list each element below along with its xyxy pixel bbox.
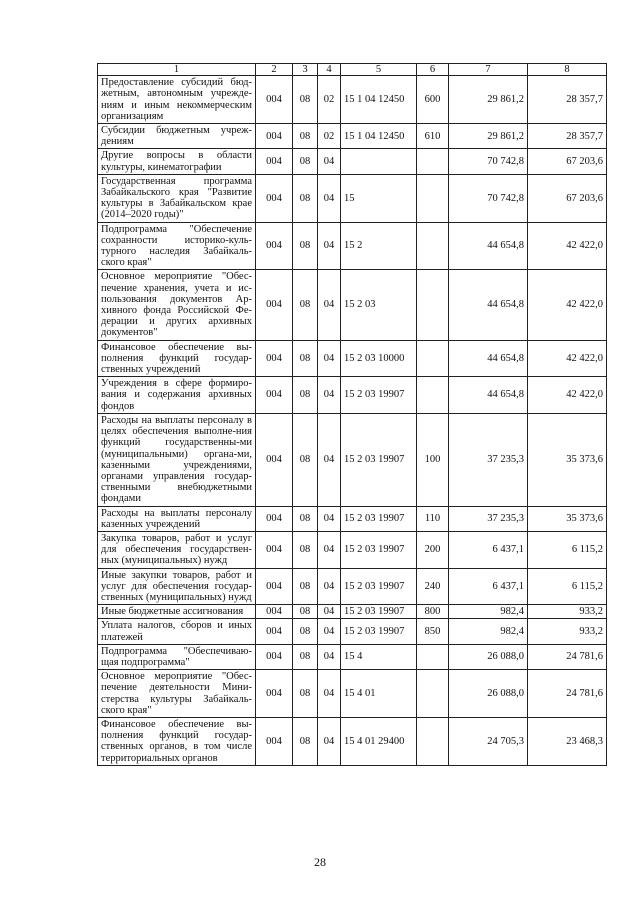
row-name-cell: Подпрограмма "Обеспечение сохранности историко-куль-турного наследия Забайкаль-ского края": [98, 222, 256, 270]
amount-col8-cell: 6 115,2: [528, 531, 607, 568]
subsection-code-cell: 04: [318, 568, 341, 605]
amount-col8-cell: 933,2: [528, 605, 607, 619]
amount-col7-cell: 29 861,2: [449, 124, 528, 149]
table-row: [98, 124, 607, 149]
row-name-cell: Уплата налогов, сборов и иных платежей: [98, 619, 256, 644]
table-row: [98, 531, 607, 568]
row-name-cell: Иные бюджетные ассигнования: [98, 605, 256, 619]
table-header-row: [98, 64, 607, 76]
amount-col7-cell: 44 654,8: [449, 270, 528, 340]
table-row: [98, 270, 607, 340]
table-row: [98, 377, 607, 414]
target-item-cell: 15 4 01 29400: [341, 717, 417, 765]
ministry-code-cell: 004: [256, 644, 293, 669]
subsection-code-cell: 04: [318, 605, 341, 619]
amount-col7-cell: 37 235,3: [449, 413, 528, 506]
header-cell: 8: [528, 64, 607, 76]
section-code-cell: 08: [293, 605, 318, 619]
ministry-code-cell: 004: [256, 506, 293, 531]
target-item-cell: 15 2 03 19907: [341, 413, 417, 506]
amount-col8-cell: 6 115,2: [528, 568, 607, 605]
amount-col7-cell: 37 235,3: [449, 506, 528, 531]
table-row: [98, 568, 607, 605]
header-cell: 7: [449, 64, 528, 76]
amount-col7-cell: 26 088,0: [449, 644, 528, 669]
ministry-code-cell: 004: [256, 222, 293, 270]
section-code-cell: 08: [293, 506, 318, 531]
section-code-cell: 08: [293, 270, 318, 340]
table-row: [98, 644, 607, 669]
section-code-cell: 08: [293, 619, 318, 644]
expense-type-cell: 200: [417, 531, 449, 568]
header-cell: 3: [293, 64, 318, 76]
table-row: [98, 76, 607, 124]
amount-col7-cell: 44 654,8: [449, 222, 528, 270]
table-row: [98, 605, 607, 619]
section-code-cell: 08: [293, 670, 318, 718]
target-item-cell: 15 4 01: [341, 670, 417, 718]
target-item-cell: 15 4: [341, 644, 417, 669]
section-code-cell: 08: [293, 377, 318, 414]
row-name-cell: Другие вопросы в области культуры, кинематографии: [98, 149, 256, 174]
amount-col8-cell: 67 203,6: [528, 149, 607, 174]
expense-type-cell: [417, 644, 449, 669]
section-code-cell: 08: [293, 149, 318, 174]
ministry-code-cell: 004: [256, 76, 293, 124]
target-item-cell: 15 2 03 10000: [341, 340, 417, 377]
row-name-cell: Основное мероприятие "Обес-печение деятельности Мини-стерства культуры Забайкаль-ского края": [98, 670, 256, 718]
page-number: 28: [314, 855, 326, 869]
subsection-code-cell: 04: [318, 222, 341, 270]
table-row: [98, 222, 607, 270]
expense-type-cell: 610: [417, 124, 449, 149]
amount-col7-cell: 6 437,1: [449, 531, 528, 568]
amount-col7-cell: 44 654,8: [449, 340, 528, 377]
row-name-cell: Финансовое обеспечение вы-полнения функций государ-ственных учреждений: [98, 340, 256, 377]
row-name-cell: Расходы на выплаты персоналу в целях обеспечения выполне-ния функций государственны-ми (муниципальными) органа-ми, казенными учреждениями, органами управления государ-ственными внебюджетными фондами: [98, 413, 256, 506]
ministry-code-cell: 004: [256, 717, 293, 765]
target-item-cell: 15 2 03 19907: [341, 531, 417, 568]
ministry-code-cell: 004: [256, 270, 293, 340]
row-name-cell: Подпрограмма "Обеспечиваю-щая подпрограмма": [98, 644, 256, 669]
section-code-cell: 08: [293, 340, 318, 377]
row-name-cell: Учреждения в сфере формиро-вания и содержания архивных фондов: [98, 377, 256, 414]
ministry-code-cell: 004: [256, 605, 293, 619]
amount-col8-cell: 42 422,0: [528, 377, 607, 414]
amount-col8-cell: 42 422,0: [528, 340, 607, 377]
expense-type-cell: [417, 340, 449, 377]
subsection-code-cell: 04: [318, 717, 341, 765]
subsection-code-cell: 04: [318, 174, 341, 222]
amount-col8-cell: 35 373,6: [528, 506, 607, 531]
expense-type-cell: [417, 377, 449, 414]
ministry-code-cell: 004: [256, 568, 293, 605]
amount-col8-cell: 24 781,6: [528, 644, 607, 669]
section-code-cell: 08: [293, 644, 318, 669]
table-row: [98, 340, 607, 377]
amount-col7-cell: 982,4: [449, 605, 528, 619]
expense-type-cell: 850: [417, 619, 449, 644]
target-item-cell: 15 2 03 19907: [341, 568, 417, 605]
subsection-code-cell: 02: [318, 124, 341, 149]
target-item-cell: 15 2 03 19907: [341, 619, 417, 644]
table-row: [98, 413, 607, 506]
target-item-cell: 15 2 03 19907: [341, 605, 417, 619]
section-code-cell: 08: [293, 531, 318, 568]
row-name-cell: Основное мероприятие "Обес-печение хранения, учета и ис-пользования документов Ар-хивного фонда Российской Фе-дерации и других архивных документов": [98, 270, 256, 340]
section-code-cell: 08: [293, 568, 318, 605]
header-cell: 5: [341, 64, 417, 76]
row-name-cell: Закупка товаров, работ и услуг для обеспечения государствен-ных (муниципальных) нужд: [98, 531, 256, 568]
subsection-code-cell: 04: [318, 619, 341, 644]
expense-type-cell: [417, 717, 449, 765]
table-row: [98, 174, 607, 222]
expense-type-cell: [417, 149, 449, 174]
expense-type-cell: [417, 222, 449, 270]
section-code-cell: 08: [293, 174, 318, 222]
target-item-cell: 15 2 03 19907: [341, 506, 417, 531]
amount-col8-cell: 67 203,6: [528, 174, 607, 222]
row-name-cell: Расходы на выплаты персоналу казенных учреждений: [98, 506, 256, 531]
target-item-cell: 15 2 03: [341, 270, 417, 340]
amount-col7-cell: 44 654,8: [449, 377, 528, 414]
expense-type-cell: 240: [417, 568, 449, 605]
expense-type-cell: [417, 270, 449, 340]
ministry-code-cell: 004: [256, 149, 293, 174]
amount-col8-cell: 35 373,6: [528, 413, 607, 506]
section-code-cell: 08: [293, 222, 318, 270]
amount-col8-cell: 933,2: [528, 619, 607, 644]
subsection-code-cell: 04: [318, 506, 341, 531]
section-code-cell: 08: [293, 124, 318, 149]
amount-col7-cell: 70 742,8: [449, 174, 528, 222]
row-name-cell: Финансовое обеспечение вы-полнения функций государ-ственных органов, в том числе территориальных органов: [98, 717, 256, 765]
target-item-cell: 15: [341, 174, 417, 222]
ministry-code-cell: 004: [256, 124, 293, 149]
amount-col7-cell: 29 861,2: [449, 76, 528, 124]
subsection-code-cell: 04: [318, 340, 341, 377]
header-cell: 2: [256, 64, 293, 76]
table-row: [98, 506, 607, 531]
amount-col7-cell: 26 088,0: [449, 670, 528, 718]
subsection-code-cell: 04: [318, 670, 341, 718]
target-item-cell: [341, 149, 417, 174]
subsection-code-cell: 02: [318, 76, 341, 124]
expense-type-cell: [417, 174, 449, 222]
ministry-code-cell: 004: [256, 619, 293, 644]
header-cell: 1: [98, 64, 256, 76]
budget-table: [97, 63, 607, 766]
subsection-code-cell: 04: [318, 531, 341, 568]
header-cell: 6: [417, 64, 449, 76]
amount-col8-cell: 23 468,3: [528, 717, 607, 765]
target-item-cell: 15 2 03 19907: [341, 377, 417, 414]
ministry-code-cell: 004: [256, 531, 293, 568]
section-code-cell: 08: [293, 413, 318, 506]
expense-type-cell: 110: [417, 506, 449, 531]
ministry-code-cell: 004: [256, 340, 293, 377]
amount-col8-cell: 42 422,0: [528, 270, 607, 340]
amount-col8-cell: 28 357,7: [528, 124, 607, 149]
expense-type-cell: 100: [417, 413, 449, 506]
ministry-code-cell: 004: [256, 174, 293, 222]
row-name-cell: Государственная программа Забайкальского края "Развитие культуры в Забайкальском крае (2014–2020 годы)": [98, 174, 256, 222]
amount-col8-cell: 24 781,6: [528, 670, 607, 718]
subsection-code-cell: 04: [318, 149, 341, 174]
target-item-cell: 15 1 04 12450: [341, 76, 417, 124]
amount-col7-cell: 24 705,3: [449, 717, 528, 765]
ministry-code-cell: 004: [256, 413, 293, 506]
section-code-cell: 08: [293, 76, 318, 124]
subsection-code-cell: 04: [318, 270, 341, 340]
expense-type-cell: 800: [417, 605, 449, 619]
table-body: [98, 76, 607, 766]
table-row: [98, 619, 607, 644]
expense-type-cell: [417, 670, 449, 718]
subsection-code-cell: 04: [318, 413, 341, 506]
ministry-code-cell: 004: [256, 670, 293, 718]
amount-col8-cell: 28 357,7: [528, 76, 607, 124]
table-row: [98, 149, 607, 174]
expense-type-cell: 600: [417, 76, 449, 124]
subsection-code-cell: 04: [318, 644, 341, 669]
table-row: [98, 670, 607, 718]
amount-col7-cell: 6 437,1: [449, 568, 528, 605]
row-name-cell: Предоставление субсидий бюд-жетным, автономным учрежде-ниям и иным некоммерческим организациям: [98, 76, 256, 124]
row-name-cell: Иные закупки товаров, работ и услуг для обеспечения государ-ственных (муниципальных) нужд: [98, 568, 256, 605]
amount-col7-cell: 982,4: [449, 619, 528, 644]
subsection-code-cell: 04: [318, 377, 341, 414]
target-item-cell: 15 2: [341, 222, 417, 270]
amount-col8-cell: 42 422,0: [528, 222, 607, 270]
amount-col7-cell: 70 742,8: [449, 149, 528, 174]
header-cell: 4: [318, 64, 341, 76]
ministry-code-cell: 004: [256, 377, 293, 414]
section-code-cell: 08: [293, 717, 318, 765]
target-item-cell: 15 1 04 12450: [341, 124, 417, 149]
row-name-cell: Субсидии бюджетным учреж-дениям: [98, 124, 256, 149]
table-row: [98, 717, 607, 765]
